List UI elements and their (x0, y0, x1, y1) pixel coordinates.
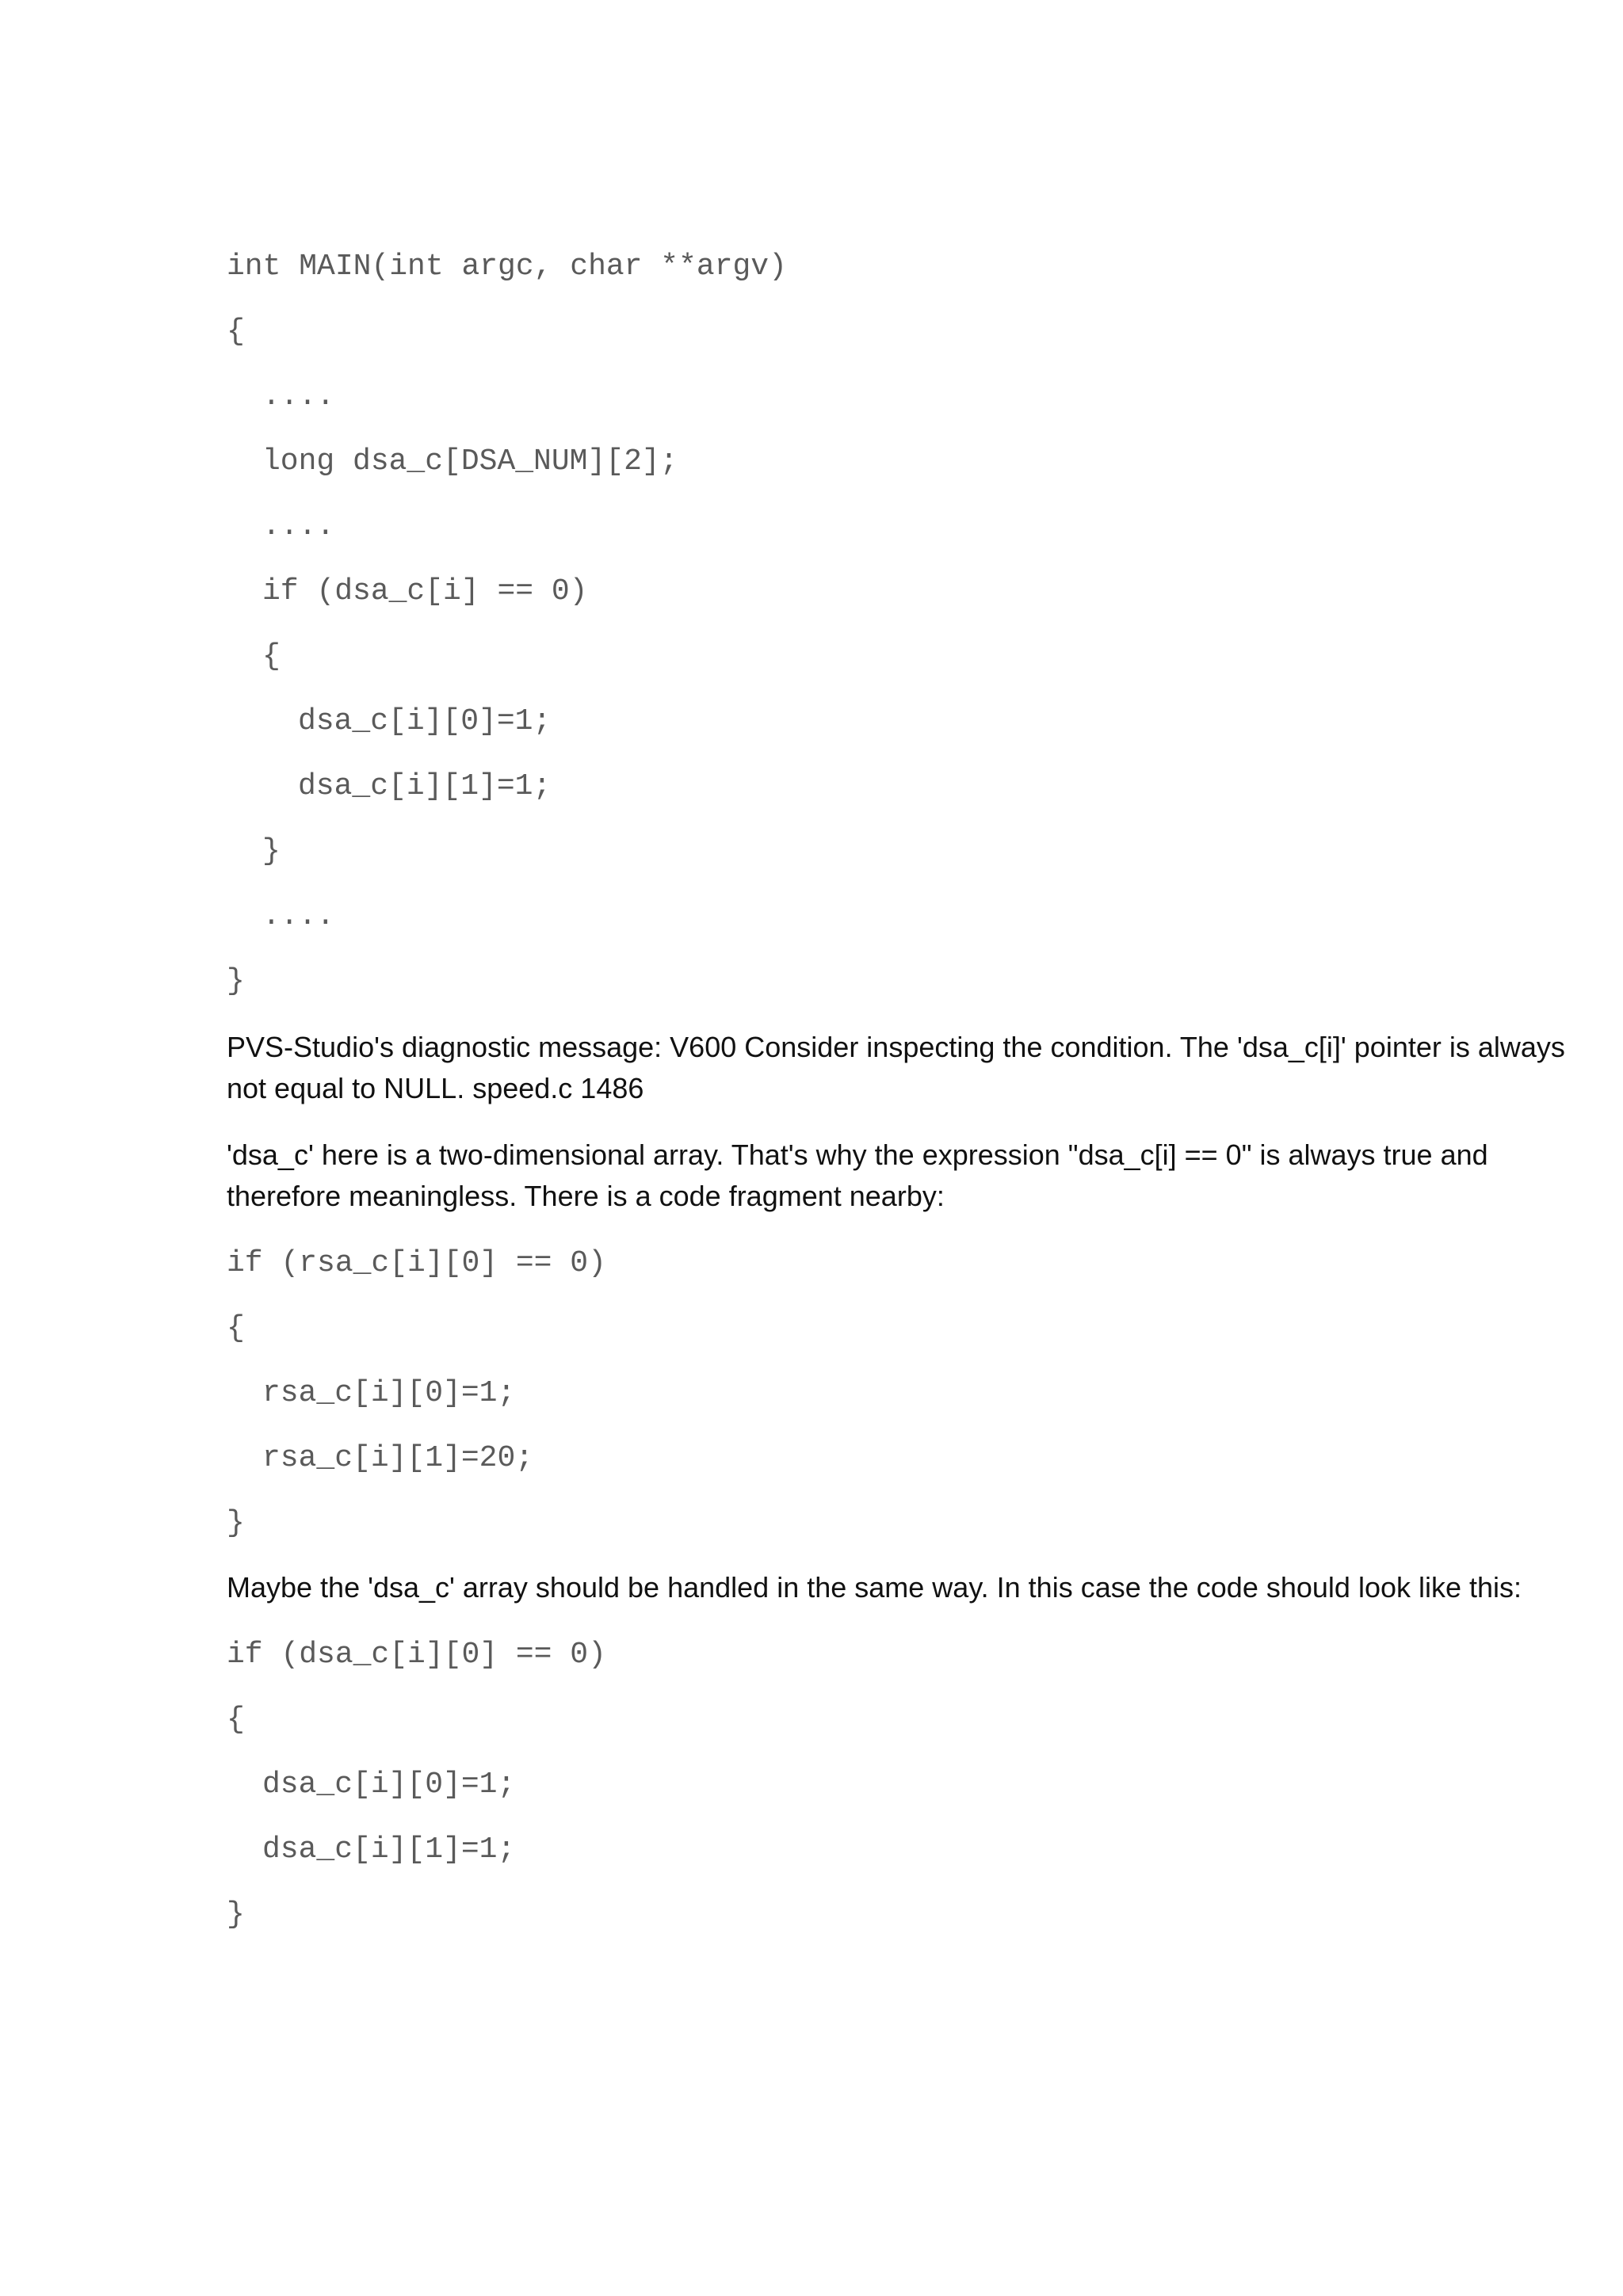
text-line: PVS-Studio's diagnostic message: V600 Consider inspecting the condition. The 'dsa_c[i]' pointer is always (227, 1031, 1565, 1063)
code-line: rsa_c[i][0]=1; (262, 1376, 516, 1410)
code-line: int MAIN(int argc, char **argv) (227, 250, 787, 284)
text-line: Maybe the 'dsa_c' array should be handled in the same way. In this case the code should look like this: (227, 1571, 1522, 1604)
code-line: { (227, 1311, 245, 1345)
code-line: dsa_c[i][0]=1; (262, 1768, 516, 1802)
code-line: } (262, 834, 281, 868)
code-line: } (227, 964, 245, 998)
code-line: } (227, 1506, 245, 1540)
code-line: dsa_c[i][1]=1; (298, 769, 552, 803)
code-line: .... (262, 509, 335, 543)
code-line: dsa_c[i][1]=1; (262, 1833, 516, 1867)
code-line: dsa_c[i][0]=1; (298, 704, 552, 738)
code-line: if (rsa_c[i][0] == 0) (227, 1246, 606, 1280)
code-line: rsa_c[i][1]=20; (262, 1441, 534, 1475)
code-line: { (262, 639, 281, 673)
code-line: { (227, 1703, 245, 1737)
code-line: if (dsa_c[i][0] == 0) (227, 1638, 606, 1672)
text-line: 'dsa_c' here is a two-dimensional array. That's why the expression "dsa_c[i] == 0" is always true and (227, 1138, 1488, 1171)
code-line: { (227, 315, 245, 349)
code-line: .... (262, 899, 335, 933)
text-line: therefore meaningless. There is a code fragment nearby: (227, 1180, 945, 1212)
code-line: long dsa_c[DSA_NUM][2]; (262, 444, 678, 479)
text-line: not equal to NULL. speed.c 1486 (227, 1072, 644, 1104)
code-line: if (dsa_c[i] == 0) (262, 574, 588, 608)
code-line: .... (262, 379, 335, 414)
code-line: } (227, 1897, 245, 1932)
